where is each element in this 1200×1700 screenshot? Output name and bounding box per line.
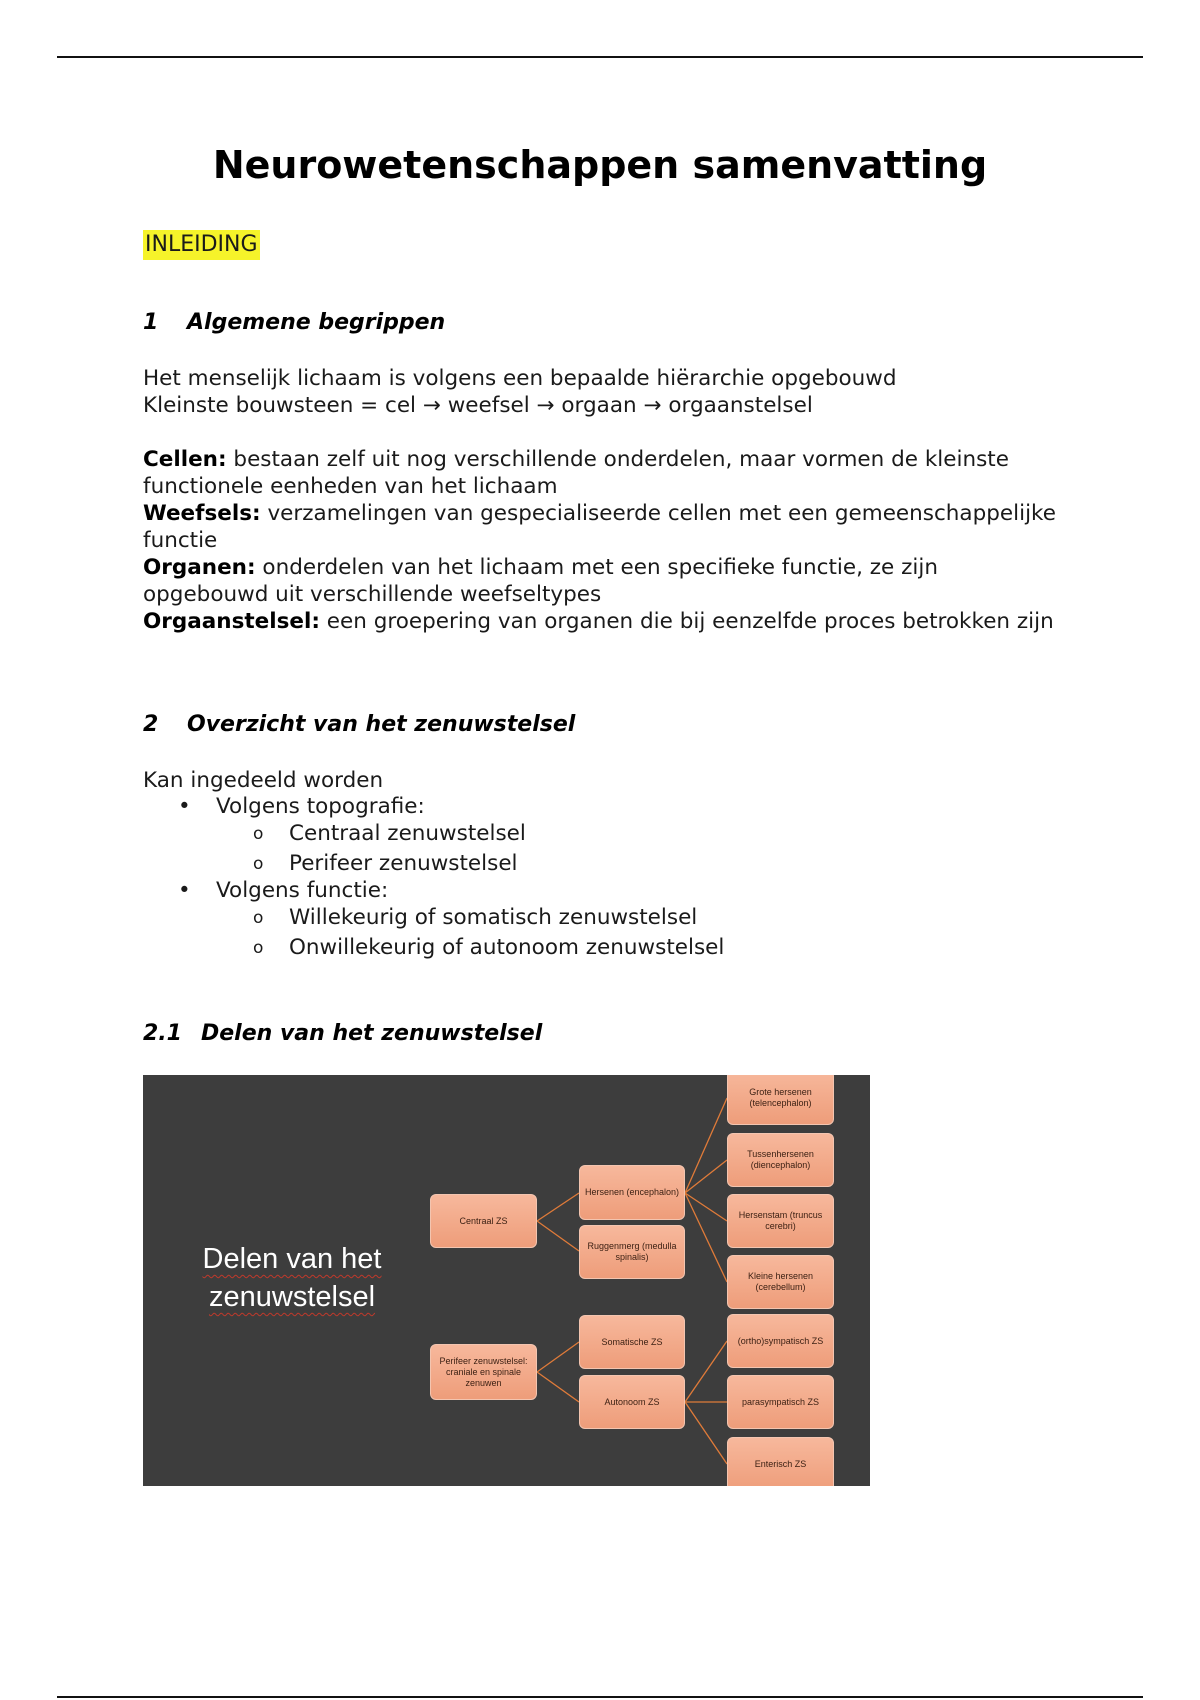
connector — [537, 1193, 579, 1221]
definition-weefsels — [143, 500, 1068, 554]
sub-item-autonoom — [253, 934, 725, 961]
section-2-title: Overzicht van het zenuwstelsel — [187, 712, 576, 737]
section-1-number: 1 — [143, 310, 159, 335]
sub-bullet-mark: o — [253, 938, 264, 958]
diagram-title-line-2: zenuwstelsel — [208, 1281, 376, 1313]
sub-item-perifeer-label: Perifeer zenuwstelsel — [289, 851, 518, 876]
sub-item-perifeer — [253, 850, 518, 877]
node-grote-hersenen: Grote hersenen (telencephalon) — [727, 1075, 834, 1125]
sub-item-centraal-label: Centraal zenuwstelsel — [289, 821, 526, 846]
def-orgaanstelsel: een groepering van organen die bij eenzelfde proces betrokken zijn — [319, 609, 1054, 634]
term-orgaanstelsel: Orgaanstelsel: — [143, 609, 320, 634]
sub-bullet-mark: o — [253, 908, 264, 928]
top-rule — [57, 56, 1143, 58]
intro-line-1: Het menselijk lichaam is volgens een bepaalde hiërarchie opgebouwd — [143, 366, 897, 391]
connector — [537, 1221, 579, 1251]
diagram-title — [143, 1240, 441, 1316]
page-title: Neurowetenschappen samenvatting — [212, 143, 988, 187]
definition-orgaanstelsel — [143, 608, 1068, 635]
bullet-functie-label: Volgens functie: — [216, 878, 389, 903]
node-hersenen: Hersenen (encephalon) — [579, 1165, 685, 1220]
def-cellen: bestaan zelf uit nog verschillende onderdelen, maar vormen de kleinste functionele eenheden van het lichaam — [143, 447, 1009, 499]
connector — [537, 1372, 579, 1402]
diagram-title-line-1: Delen van het — [202, 1243, 382, 1275]
connector — [685, 1098, 727, 1193]
node-somatische-zs: Somatische ZS — [579, 1315, 685, 1369]
section-2-1-heading — [143, 1021, 542, 1046]
definition-cellen — [143, 446, 1068, 500]
section-2-number: 2 — [143, 712, 159, 737]
section-1-heading — [143, 310, 445, 335]
node-autonoom-zs: Autonoom ZS — [579, 1375, 685, 1429]
section-2-heading — [143, 712, 575, 737]
intro-line-2: Kleinste bouwsteen = cel → weefsel → orgaan → orgaanstelsel — [143, 393, 813, 418]
bullet-mark: • — [178, 794, 191, 819]
bullet-topografie — [178, 793, 425, 820]
node-kleine-hersenen: Kleine hersenen (cerebellum) — [727, 1255, 834, 1309]
sub-item-somatisch-label: Willekeurig of somatisch zenuwstelsel — [289, 905, 698, 930]
sub-bullet-mark: o — [253, 854, 264, 874]
term-cellen: Cellen: — [143, 447, 227, 472]
section-2-1-title: Delen van het zenuwstelsel — [201, 1021, 543, 1046]
term-weefsels: Weefsels: — [143, 501, 261, 526]
node-enterisch-zs: Enterisch ZS — [727, 1437, 834, 1486]
node-tussenhersenen: Tussenhersenen (diencephalon) — [727, 1133, 834, 1187]
sub-bullet-mark: o — [253, 824, 264, 844]
highlighted-heading-inleiding: INLEIDING — [143, 230, 260, 260]
node-parasympatisch-zs: parasympatisch ZS — [727, 1375, 834, 1429]
node-ruggenmerg: Ruggenmerg (medulla spinalis) — [579, 1225, 685, 1279]
def-organen: onderdelen van het lichaam met een specifieke functie, ze zijn opgebouwd uit verschillende weefseltypes — [143, 555, 938, 607]
node-hersenstam: Hersenstam (truncus cerebri) — [727, 1194, 834, 1248]
section-1-title: Algemene begrippen — [187, 310, 446, 335]
section-2-1-number: 2.1 — [143, 1021, 182, 1046]
node-orthosympatisch-zs: (ortho)sympatisch ZS — [727, 1314, 834, 1368]
sub-item-autonoom-label: Onwillekeurig of autonoom zenuwstelsel — [289, 935, 725, 960]
section-2-intro: Kan ingedeeld worden — [143, 768, 384, 793]
node-perifeer-zs: Perifeer zenuwstelsel: craniale en spinale zenuwen — [430, 1344, 537, 1400]
connector — [537, 1342, 579, 1372]
bullet-topografie-label: Volgens topografie: — [216, 794, 425, 819]
connector — [685, 1160, 727, 1193]
sub-item-somatisch — [253, 904, 698, 931]
connector — [685, 1402, 727, 1464]
sub-item-centraal — [253, 820, 526, 847]
term-organen: Organen: — [143, 555, 256, 580]
def-weefsels: verzamelingen van gespecialiseerde cellen met een gemeenschappelijke functie — [143, 501, 1056, 553]
definition-organen — [143, 554, 1068, 608]
bullet-functie — [178, 877, 389, 904]
node-centraal-zs: Centraal ZS — [430, 1194, 537, 1248]
connector — [685, 1341, 727, 1402]
nervous-system-diagram — [143, 1075, 870, 1486]
bullet-mark: • — [178, 878, 191, 903]
bottom-rule — [57, 1696, 1143, 1698]
